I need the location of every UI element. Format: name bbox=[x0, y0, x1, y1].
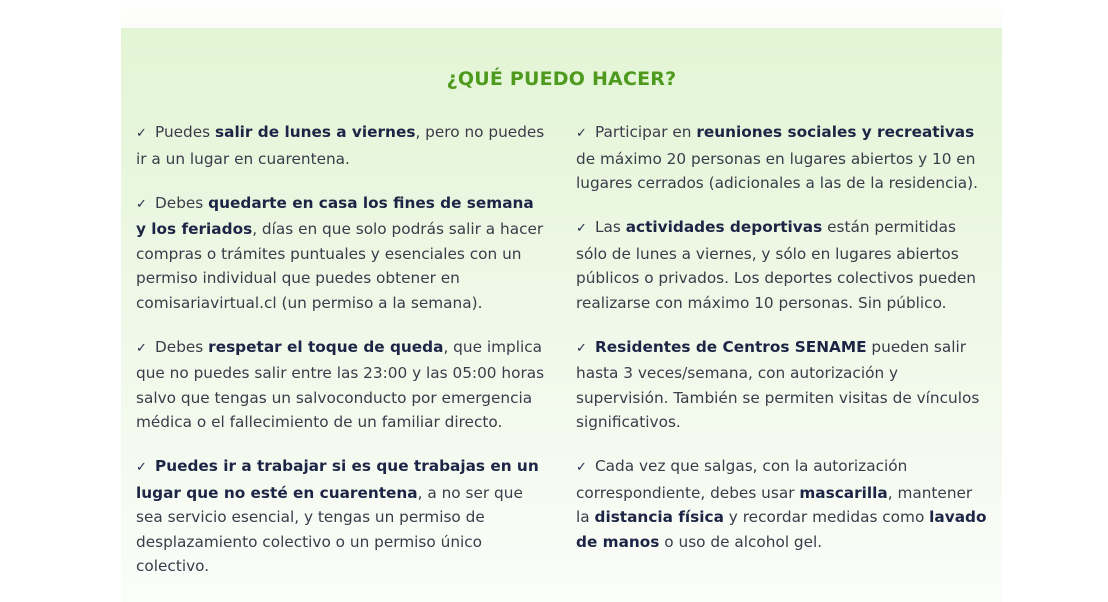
left-column bbox=[136, 120, 549, 598]
list-item: ✓ Las actividades deportivas están permitidas sólo de lunes a viernes, y sólo en lugares abiertos públicos o privados. Los deportes colectivos pueden realizarse con máximo 10 personas. Sin público. bbox=[576, 218, 977, 312]
checkmark-icon: ✓ bbox=[576, 126, 587, 141]
checkmark-icon: ✓ bbox=[136, 196, 147, 212]
checkmark-icon: ✓ bbox=[136, 126, 147, 141]
top-fade bbox=[121, 0, 1002, 28]
checkmark-icon: ✓ bbox=[576, 340, 587, 356]
info-card bbox=[121, 28, 1002, 602]
list-item: ✓ Puedes ir a trabajar si es que trabajas en un lugar que no esté en cuarentena, a no ser que sea servicio esencial, y tengas un permiso de desplazamiento colectivo o un permiso único colectivo. bbox=[136, 457, 539, 575]
list-item: ✓ Residentes de Centros SENAME pueden salir hasta 3 veces/semana, con autorización y supervisión. También se permiten visitas de vínculos significativos. bbox=[576, 337, 980, 431]
list-item: ✓ Debes quedarte en casa los fines de semana y los feriados, días en que solo podrás salir a hacer compras o trámites puntuales y esenciales con un permiso individual que puedes obtener en comisariavirtual.cl (un permiso a la semana). bbox=[136, 193, 544, 312]
checkmark-icon: ✓ bbox=[576, 460, 587, 475]
list-item: ✓ Cada vez que salgas, con la autorización correspondiente, debes usar mascarilla, mantener la distancia física y recordar medidas como lavado de manos o uso de alcohol gel. bbox=[576, 457, 987, 551]
section-title: ¿QUÉ PUEDO HACER? bbox=[446, 68, 677, 90]
list-item: ✓ Puedes salir de lunes a viernes, pero no puedes ir a un lugar en cuarentena. bbox=[136, 123, 545, 168]
checkmark-icon: ✓ bbox=[576, 221, 587, 236]
list-item: ✓ Debes respetar el toque de queda, que implica que no puedes salir entre las 23:00 y las 05:00 horas salvo que tengas un salvoconducto por emergencia médica o el fallecimiento de un familiar directo. bbox=[136, 337, 545, 431]
list-item: ✓ Participar en reuniones sociales y recreativas de máximo 20 personas en lugares abiertos y 10 en lugares cerrados (adicionales a las de la residencia). bbox=[576, 123, 978, 192]
right-column bbox=[576, 120, 988, 574]
checkmark-icon: ✓ bbox=[136, 460, 147, 475]
checkmark-icon: ✓ bbox=[136, 340, 147, 356]
